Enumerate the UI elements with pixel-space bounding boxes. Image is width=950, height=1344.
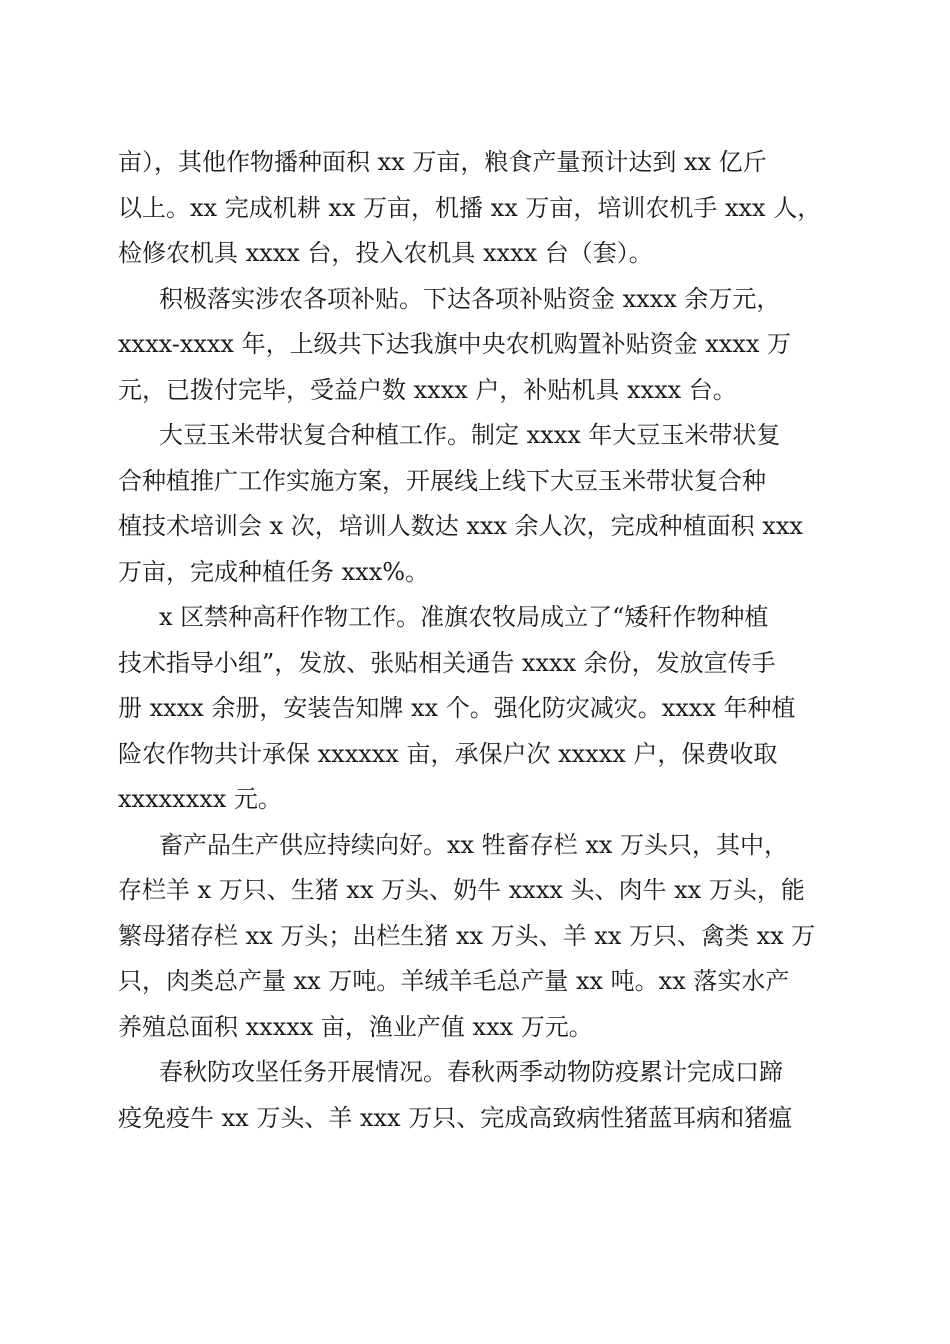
text-line: 万亩，完成种植任务 xxx%。	[118, 557, 430, 586]
paragraph-livestock	[118, 823, 830, 1051]
paragraph-soybean-corn	[118, 413, 830, 595]
text-line: 存栏羊 x 万只、生猪 xx 万头、奶牛 xxxx 头、肉牛 xx 万头，能	[118, 876, 805, 904]
text-line: 畜产品生产供应持续向好。xx 牲畜存栏 xx 万头只，其中，	[159, 830, 789, 859]
paragraph-subsidies	[118, 277, 830, 414]
text-line: 积极落实涉农各项补贴。下达各项补贴资金 xxxx 余万元，	[159, 284, 781, 313]
text-line: 合种植推广工作实施方案，开展线上线下大豆玉米带状复合种	[118, 466, 766, 495]
text-line: 养殖总面积 xxxxx 亩，渔业产值 xxx 万元。	[118, 1012, 593, 1041]
paragraph-crop-sowing	[118, 140, 830, 277]
text-line: xxxxxxxx 元。	[118, 785, 282, 813]
text-line: 疫免疫牛 xx 万头、羊 xxx 万只、完成高致病性猪蓝耳病和猪瘟	[118, 1103, 793, 1132]
text-line: 春秋防攻坚任务开展情况。春秋两季动物防疫累计完成口蹄	[159, 1058, 783, 1086]
text-line: 只，肉类总产量 xx 万吨。羊绒羊毛总产量 xx 吨。xx 落实水产	[118, 967, 790, 995]
text-line: xxxx-xxxx 年，上级共下达我旗中央农机购置补贴资金 xxxx 万	[118, 330, 791, 358]
text-line: 繁母猪存栏 xx 万头；出栏生猪 xx 万头、羊 xx 万只、禽类 xx 万	[118, 921, 816, 950]
text-line: 册 xxxx 余册，安装告知牌 xx 个。强化防灾减灾。xxxx 年种植	[118, 694, 796, 722]
text-line: 技术指导小组”，发放、张贴相关通告 xxxx 余份，发放宣传手	[118, 648, 776, 677]
text-line: 亩），其他作物播种面积 xx 万亩，粮食产量预计达到 xx 亿斤	[118, 148, 767, 176]
text-line: 大豆玉米带状复合种植工作。制定 xxxx 年大豆玉米带状复	[159, 421, 781, 449]
text-line: 检修农机具 xxxx 台，投入农机具 xxxx 台（套）。	[118, 239, 653, 267]
text-line: 险农作物共计承保 xxxxxx 亩，承保户次 xxxxx 户，保费收取	[118, 739, 778, 768]
text-line: 元，已拨付完毕，受益户数 xxxx 户，补贴机具 xxxx 台。	[118, 375, 737, 404]
text-line: x 区禁种高秆作物工作。准旗农牧局成立了“矮秆作物种植	[159, 603, 769, 631]
paragraph-tall-crop-ban	[118, 595, 830, 823]
document-body	[118, 140, 830, 1141]
text-line: 植技术培训会 x 次，培训人数达 xxx 余人次，完成种植面积 xxx	[118, 512, 803, 540]
paragraph-epidemic-prevention	[118, 1050, 830, 1141]
text-line: 以上。xx 完成机耕 xx 万亩，机播 xx 万亩，培训农机手 xxx 人，	[118, 193, 822, 222]
